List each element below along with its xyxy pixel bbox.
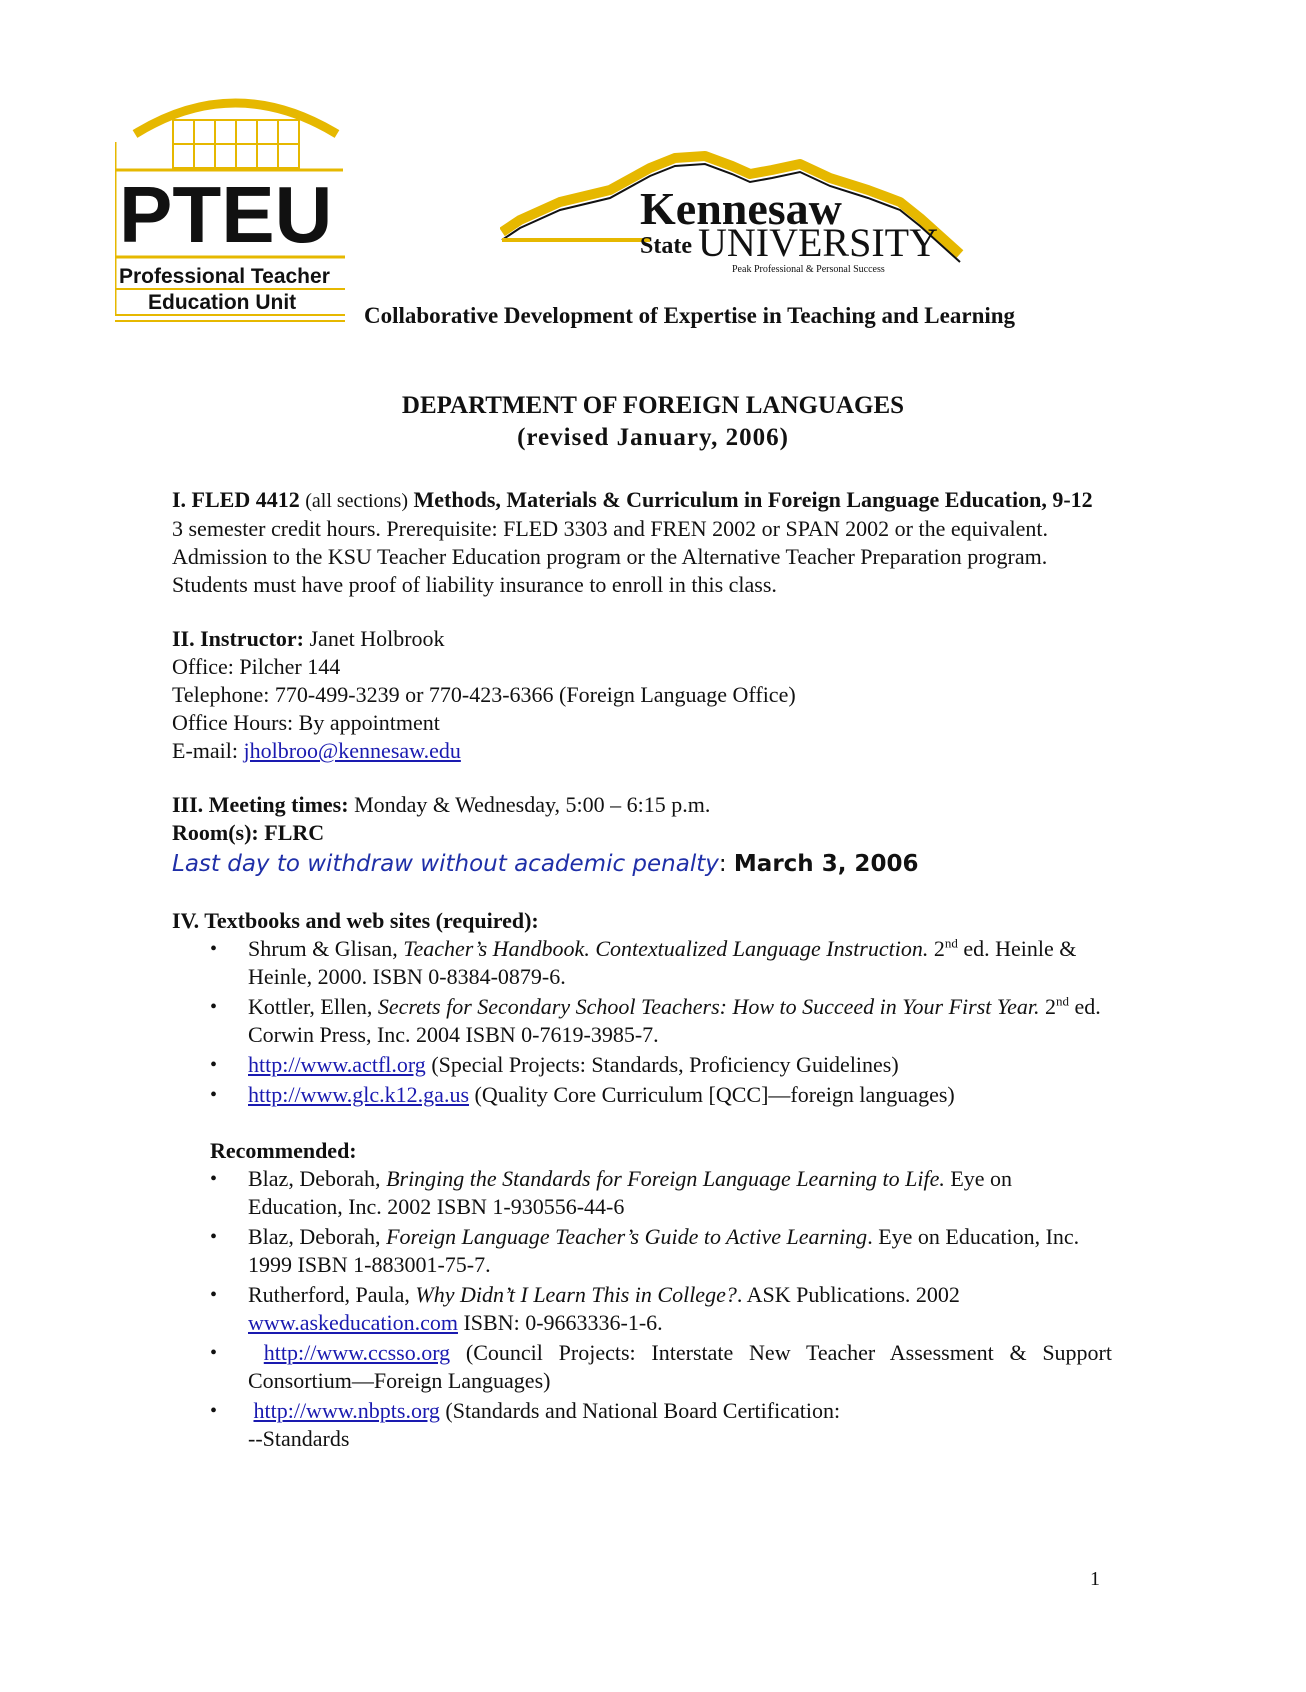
book-title: Secrets for Secondary School Teachers: How to Succeed in Your First Year. — [377, 994, 1040, 1019]
book-title: Foreign Language Teacher’s Guide to Active Learning — [386, 1224, 868, 1249]
email-link[interactable]: jholbroo@kennesaw.edu — [243, 738, 461, 763]
meeting-times: Monday & Wednesday, 5:00 – 6:15 p.m. — [348, 792, 711, 817]
pteu-logo-acronym: PTEU — [119, 170, 333, 259]
book-publisher: . Eye on Education, Inc. 1999 ISBN 1-883001-75-7. — [248, 1224, 1080, 1277]
link-description: (Standards and National Board Certification: — [439, 1398, 841, 1423]
list-item — [248, 1397, 1112, 1453]
required-list — [172, 935, 1112, 1109]
list-item — [248, 993, 1112, 1049]
ksu-logo-university: UNIVERSITY — [698, 220, 938, 265]
list-item — [248, 1081, 1112, 1109]
actfl-link[interactable]: http://www.actfl.org — [248, 1052, 426, 1077]
book-author: Kottler, Ellen, — [248, 994, 378, 1019]
ksu-logo-motto: Peak Professional & Personal Success — [732, 264, 885, 275]
withdraw-separator: : — [718, 851, 734, 877]
book-title: Why Didn’t I Learn This in College? — [415, 1282, 737, 1307]
course-description: 3 semester credit hours. Prerequisite: FLED 3303 and FREN 2002 or SPAN 2002 or the equivalent. Admission to the KSU Teacher Education program or the Alternative Teacher Preparation program. Students must have proof of liability insurance to enroll in this class. — [172, 516, 1049, 597]
page-number: 1 — [1090, 1568, 1100, 1590]
revised-date: (revised January, 2006) — [517, 424, 789, 451]
link-description: (Council Projects: Interstate New Teacher Assessment & Support Consortium—Foreign Languages) — [248, 1340, 1112, 1393]
ccsso-link[interactable]: http://www.ccsso.org — [263, 1340, 451, 1365]
edition-suffix: nd — [1055, 993, 1069, 1009]
book-publisher: ed. Corwin Press, Inc. 2004 ISBN 0-7619-3985-7. — [248, 994, 1101, 1047]
textbooks-heading: IV. Textbooks and web sites (required): — [172, 908, 539, 933]
pteu-logo — [115, 92, 365, 324]
instructor-office: Office: Pilcher 144 — [172, 654, 341, 679]
book-publisher: . ASK Publications. 2002 — [736, 1282, 960, 1307]
instructor-line — [172, 625, 1112, 653]
recommended-list — [172, 1165, 1112, 1453]
withdraw-label: Last day to withdraw without academic penalty — [172, 851, 719, 877]
standards-subitem: --Standards — [248, 1426, 350, 1451]
list-item — [248, 1165, 1112, 1221]
ksu-logo — [500, 150, 970, 280]
withdraw-deadline — [172, 847, 1112, 881]
book-edition: 2 — [928, 936, 945, 961]
list-item — [248, 1339, 1112, 1395]
book-edition: 2 — [1039, 994, 1056, 1019]
instructor-hours: Office Hours: By appointment — [172, 710, 440, 735]
book-title: Teacher’s Handbook. Contextualized Language Instruction. — [403, 936, 929, 961]
department-title: DEPARTMENT OF FOREIGN LANGUAGES — [401, 392, 905, 419]
list-item — [248, 1051, 1112, 1079]
email-label: E-mail: — [172, 738, 244, 763]
room-line: Room(s): FLRC — [172, 820, 325, 845]
ksu-logo-state: State — [640, 233, 692, 259]
meeting-times-heading: III. Meeting times: — [172, 792, 349, 817]
pteu-logo-line1: Professional Teacher — [119, 265, 330, 288]
book-isbn: ISBN: 0-9663336-1-6. — [457, 1310, 663, 1335]
askeducation-link[interactable]: www.askeducation.com — [248, 1310, 458, 1335]
link-description: (Special Projects: Standards, Proficiency Guidelines) — [425, 1052, 899, 1077]
ksu-logo-kennesaw: Kennesaw — [640, 183, 842, 234]
tagline: Collaborative Development of Expertise in Teaching and Learning — [364, 303, 1016, 328]
instructor-heading: II. Instructor: — [172, 626, 304, 651]
book-author: Shrum & Glisan, — [248, 936, 404, 961]
edition-suffix: nd — [944, 935, 958, 951]
course-code: I. FLED 4412 — [172, 487, 306, 512]
list-item — [248, 1281, 1112, 1337]
instructor-telephone: Telephone: 770-499-3239 or 770-423-6366 (Foreign Language Office) — [172, 682, 796, 707]
list-item — [248, 935, 1112, 991]
instructor-email-line — [172, 737, 1112, 765]
syllabus-content — [172, 486, 1112, 1455]
meeting-times-line — [172, 791, 1112, 819]
pteu-logo-line2: Education Unit — [148, 291, 297, 314]
nbpts-link[interactable]: http://www.nbpts.org — [253, 1398, 440, 1423]
book-publisher: ed. Heinle & Heinle, 2000. ISBN 0-8384-0879-6. — [248, 936, 1077, 989]
course-sections: (all sections) — [305, 490, 408, 512]
book-author: Blaz, Deborah, — [248, 1166, 387, 1191]
recommended-heading: Recommended: — [210, 1138, 357, 1163]
course-title: Methods, Materials & Curriculum in Foreign Language Education, 9-12 — [408, 487, 1093, 512]
glc-link[interactable]: http://www.glc.k12.ga.us — [248, 1082, 469, 1107]
book-publisher: Eye on Education, Inc. 2002 ISBN 1-930556-44-6 — [248, 1166, 1013, 1219]
withdraw-date: March 3, 2006 — [733, 851, 919, 877]
course-heading — [172, 486, 1112, 515]
book-author: Blaz, Deborah, — [248, 1224, 387, 1249]
instructor-name: Janet Holbrook — [304, 626, 445, 651]
book-author: Rutherford, Paula, — [248, 1282, 416, 1307]
book-title: Bringing the Standards for Foreign Language Learning to Life. — [386, 1166, 945, 1191]
department-heading — [0, 390, 1306, 454]
list-item — [248, 1223, 1112, 1279]
link-description: (Quality Core Curriculum [QCC]—foreign languages) — [469, 1082, 955, 1107]
